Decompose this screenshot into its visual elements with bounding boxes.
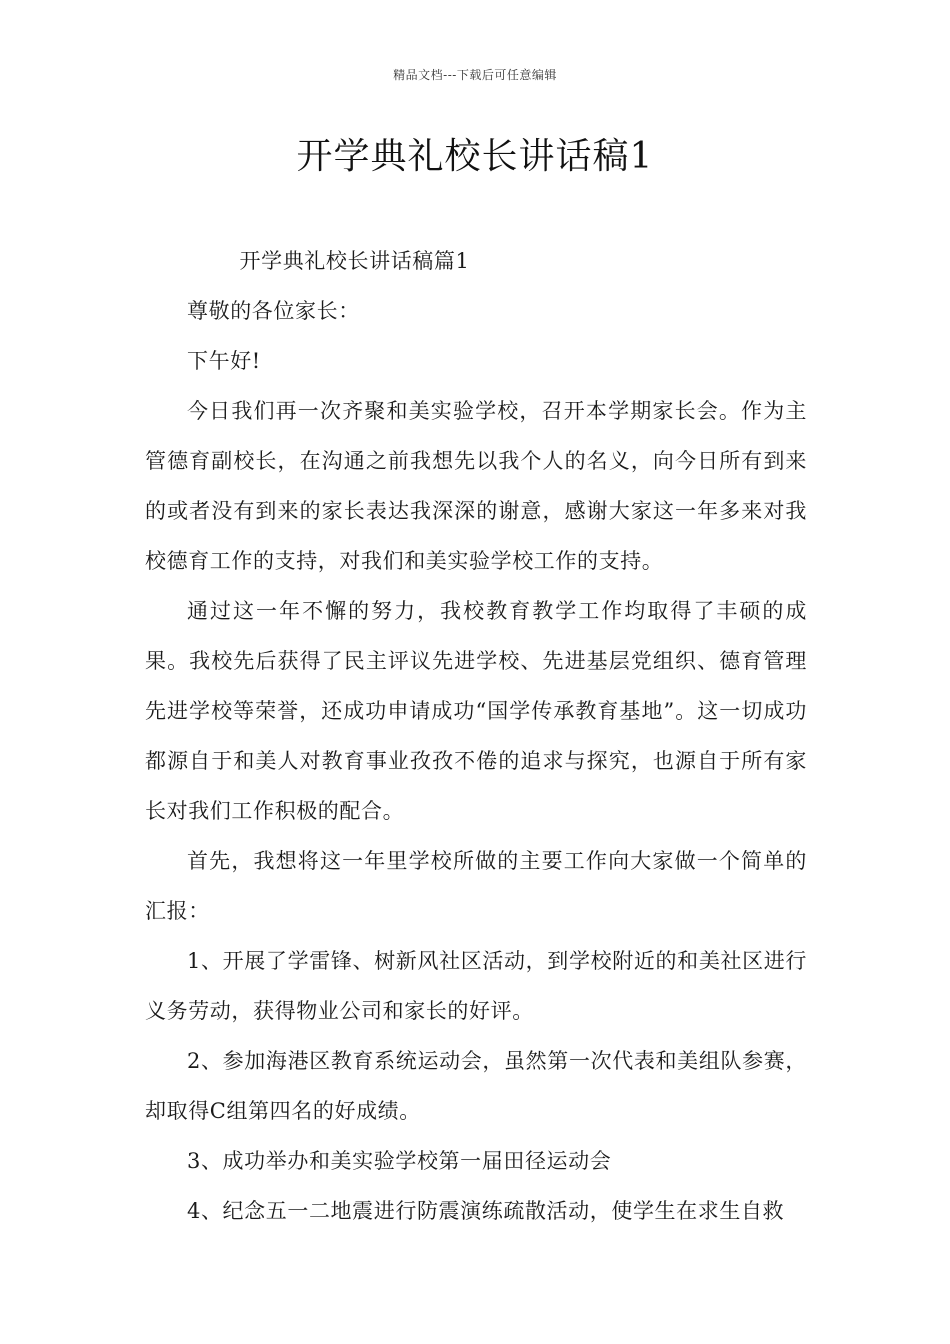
section-subtitle: 开学典礼校长讲话稿篇1 <box>239 249 470 273</box>
list-item: 2、参加海港区教育系统运动会，虽然第一次代表和美组队参赛，却取得C组第四名的好成绩。 <box>145 1049 807 1123</box>
header-note: 精品文档---下载后可任意编辑 <box>393 68 557 82</box>
salutation: 尊敬的各位家长： <box>187 299 360 323</box>
document-body <box>145 236 807 1236</box>
paragraph: 首先，我想将这一年里学校所做的主要工作向大家做一个简单的汇报： <box>145 849 807 923</box>
paragraph: 今日我们再一次齐聚和美实验学校，召开本学期家长会。作为主管德育副校长，在沟通之前我想先以我个人的名义，向今日所有到来的或者没有到来的家长表达我深深的谢意，感谢大家这一年多来对我校德育工作的支持，对我们和美实验学校工作的支持。 <box>145 399 807 573</box>
list-item: 3、成功举办和美实验学校第一届田径运动会 <box>187 1149 612 1173</box>
list-item: 1、开展了学雷锋、树新风社区活动，到学校附近的和美社区进行义务劳动，获得物业公司和家长的好评。 <box>145 949 807 1023</box>
greeting: 下午好! <box>187 349 261 373</box>
list-item: 4、纪念五一二地震进行防震演练疏散活动，使学生在求生自救 <box>187 1199 785 1223</box>
document-title: 开学典礼校长讲话稿1 <box>296 136 654 177</box>
paragraph: 通过这一年不懈的努力，我校教育教学工作均取得了丰硕的成果。我校先后获得了民主评议先进学校、先进基层党组织、德育管理先进学校等荣誉，还成功申请成功“国学传承教育基地”。这一切成功都源自于和美人对教育事业孜孜不倦的追求与探究，也源自于所有家长对我们工作积极的配合。 <box>145 599 807 823</box>
